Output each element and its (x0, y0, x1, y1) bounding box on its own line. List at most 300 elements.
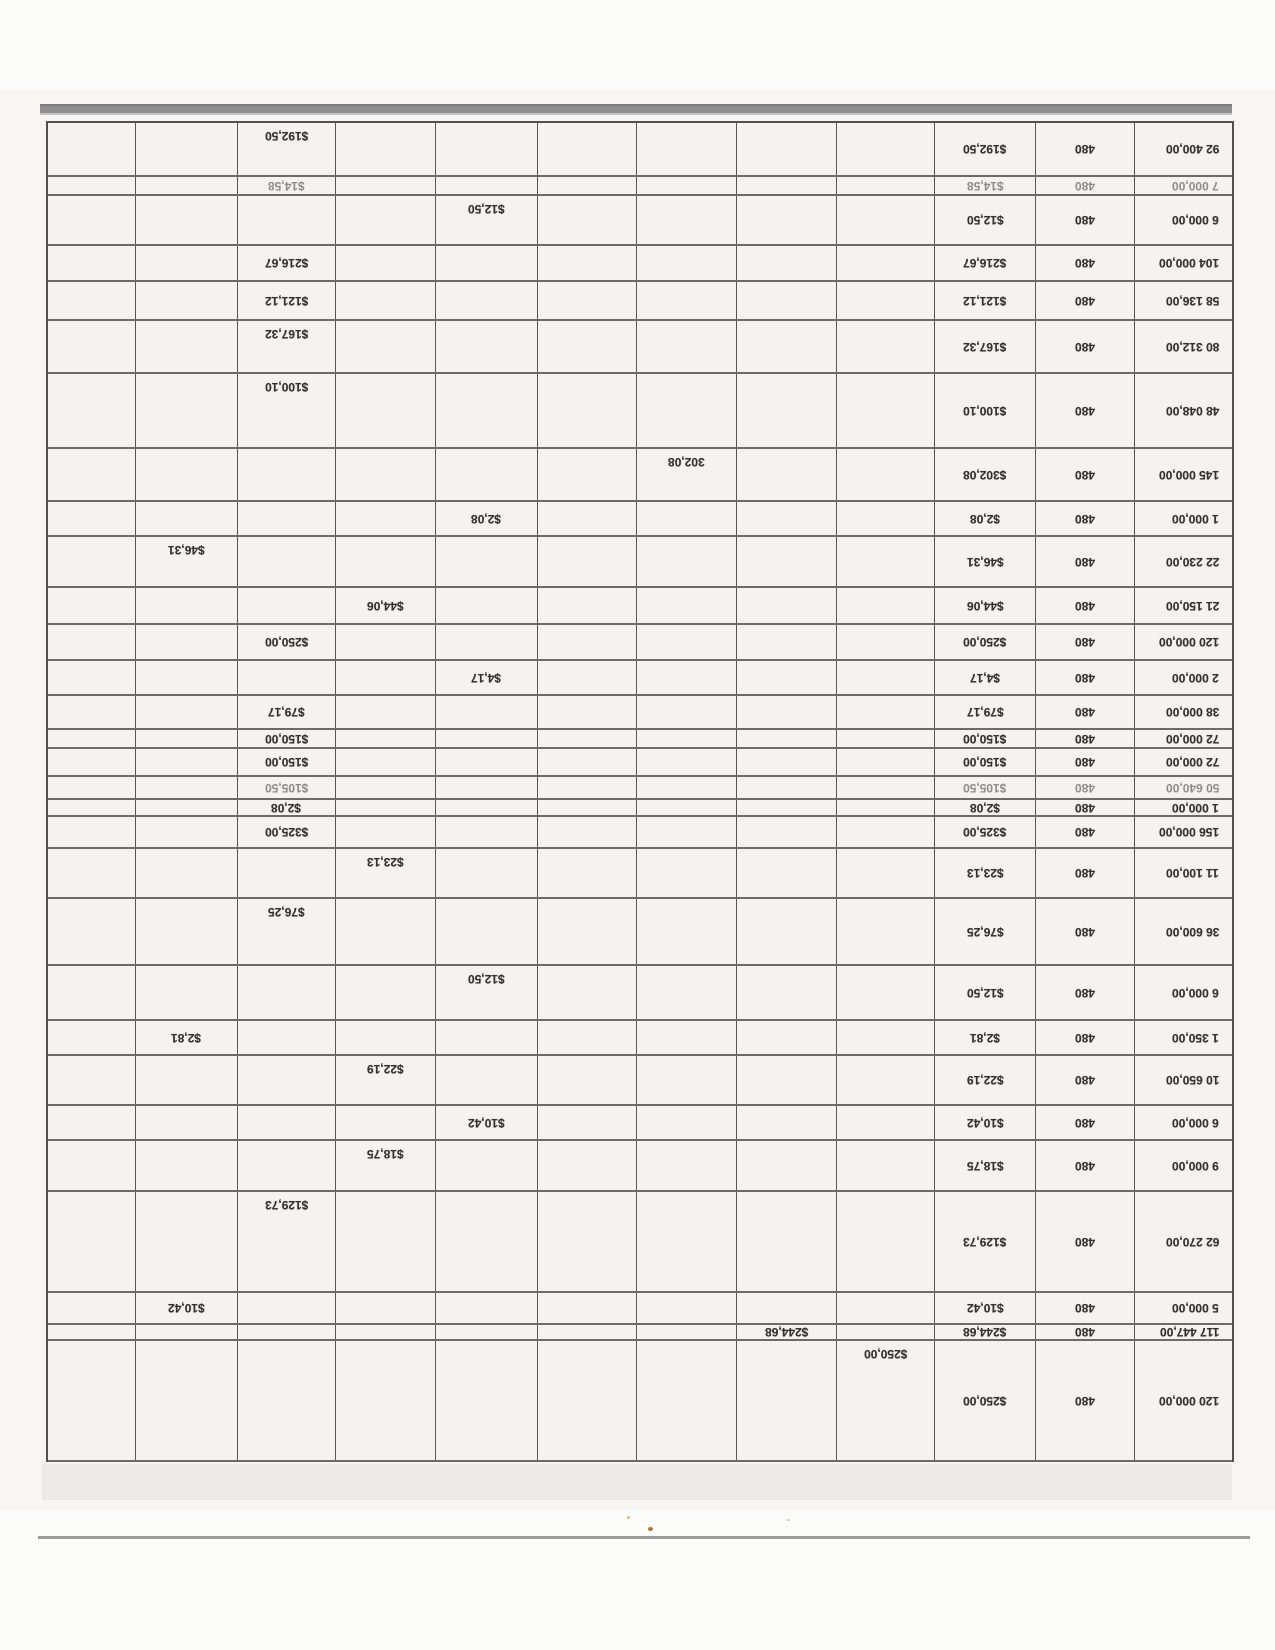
category-cell-text: $23,13 (367, 855, 404, 869)
empty-cell (336, 966, 436, 1019)
empty-cell (637, 1325, 737, 1339)
rate-cell (935, 800, 1036, 815)
category-cell (238, 696, 336, 728)
category-cell-text: $2,08 (471, 511, 502, 526)
category-cell-text: $129,73 (264, 1198, 309, 1212)
table-row (48, 1325, 1232, 1341)
empty-cell (136, 282, 238, 319)
amount-cell (1135, 1021, 1232, 1054)
hours-cell-text: 480 (1074, 755, 1096, 769)
amount-cell-text: 145 000,00 (1158, 467, 1219, 482)
empty-cell (538, 246, 637, 280)
empty-cell (538, 196, 637, 244)
category-cell (136, 537, 238, 586)
amount-cell (1135, 1293, 1232, 1323)
amount-cell (1135, 800, 1232, 815)
hours-cell (1036, 1106, 1135, 1139)
empty-cell (48, 730, 136, 747)
amount-cell-text: 120 000,00 (1158, 1393, 1219, 1408)
category-cell (238, 730, 336, 747)
empty-cell (336, 800, 436, 815)
rate-cell (935, 696, 1036, 728)
amount-cell (1135, 696, 1232, 728)
empty-cell (737, 196, 837, 244)
hours-cell (1036, 625, 1135, 659)
empty-cell (136, 196, 238, 244)
empty-cell (637, 730, 737, 747)
amount-cell-text: 10 650,00 (1165, 1073, 1219, 1087)
empty-cell (737, 282, 837, 319)
table-row (48, 123, 1232, 177)
hours-cell (1036, 749, 1135, 775)
rate-cell-text: $302,08 (963, 467, 1007, 482)
rate-cell-text: $2,81 (969, 1030, 1001, 1045)
hours-cell (1036, 661, 1135, 694)
empty-cell (136, 730, 238, 747)
hours-cell (1036, 321, 1135, 372)
empty-cell (48, 123, 136, 175)
hours-cell (1036, 123, 1135, 175)
empty-cell (48, 1106, 136, 1139)
empty-cell (737, 661, 837, 694)
empty-cell (136, 449, 238, 500)
rate-cell-text: $2,08 (969, 511, 1001, 526)
empty-cell (238, 849, 336, 897)
category-cell-text: $44,06 (367, 598, 404, 613)
table-row (48, 537, 1232, 588)
amount-cell-text: 48 048,00 (1165, 403, 1219, 418)
rate-cell (935, 282, 1036, 319)
empty-cell (538, 817, 637, 847)
empty-cell (637, 800, 737, 815)
category-cell-text: $10,42 (168, 1301, 205, 1315)
empty-cell (238, 502, 336, 535)
amount-cell-text: 156 000,00 (1158, 825, 1219, 839)
empty-cell (136, 625, 238, 659)
amount-cell (1135, 1106, 1232, 1139)
empty-cell (336, 123, 436, 175)
empty-cell (436, 123, 538, 175)
amount-cell-text: 104 000,00 (1158, 256, 1219, 270)
empty-cell (637, 177, 737, 194)
empty-cell (336, 1021, 436, 1054)
rate-cell (935, 123, 1036, 175)
empty-cell (436, 777, 538, 798)
empty-cell (737, 123, 837, 175)
empty-cell (436, 1056, 538, 1104)
hours-cell (1036, 1056, 1135, 1104)
rate-cell-text: $46,31 (966, 554, 1004, 569)
rate-cell (935, 321, 1036, 372)
hours-cell (1036, 730, 1135, 747)
empty-cell (238, 1141, 336, 1190)
amount-cell (1135, 449, 1232, 500)
empty-cell (737, 899, 837, 964)
bottom-rule (38, 1536, 1250, 1539)
rate-cell (935, 661, 1036, 694)
empty-cell (538, 1106, 637, 1139)
hours-cell-text: 480 (1074, 1073, 1096, 1087)
category-cell (238, 777, 336, 798)
hours-cell (1036, 1192, 1135, 1291)
category-cell (436, 502, 538, 535)
rate-cell (935, 374, 1036, 447)
hours-cell-text: 480 (1074, 1158, 1096, 1173)
empty-cell (837, 730, 935, 747)
empty-cell (637, 196, 737, 244)
amount-cell (1135, 123, 1232, 175)
hours-cell-text: 480 (1074, 1325, 1096, 1339)
empty-cell (737, 321, 837, 372)
table-row (48, 749, 1232, 777)
empty-cell (538, 849, 637, 897)
rate-cell-text: $76,25 (966, 924, 1004, 939)
empty-cell (136, 1106, 238, 1139)
empty-cell (637, 849, 737, 897)
hours-cell-text: 480 (1074, 924, 1096, 939)
table-row (48, 374, 1232, 449)
hours-cell-text: 480 (1074, 985, 1096, 1000)
amount-cell-text: 38 000,00 (1165, 705, 1219, 719)
empty-cell (136, 1325, 238, 1339)
empty-cell (336, 374, 436, 447)
table-row (48, 899, 1232, 966)
empty-cell (538, 1325, 637, 1339)
empty-cell (136, 177, 238, 194)
empty-cell (336, 817, 436, 847)
hours-cell-text: 480 (1074, 403, 1096, 418)
empty-cell (136, 246, 238, 280)
hours-cell-text: 480 (1074, 1301, 1096, 1315)
category-cell (336, 1141, 436, 1190)
empty-cell (837, 800, 935, 815)
empty-cell (637, 1106, 737, 1139)
empty-cell (48, 537, 136, 586)
amount-cell (1135, 246, 1232, 280)
empty-cell (136, 1056, 238, 1104)
empty-cell (336, 282, 436, 319)
empty-cell (538, 661, 637, 694)
empty-cell (538, 588, 637, 623)
category-cell-text: $2,08 (271, 800, 302, 815)
empty-cell (737, 966, 837, 1019)
empty-cell (136, 849, 238, 897)
empty-cell (837, 749, 935, 775)
hours-cell (1036, 1341, 1135, 1460)
rate-cell (935, 777, 1036, 798)
category-cell-text: $325,00 (264, 825, 309, 839)
empty-cell (737, 1056, 837, 1104)
category-cell-text: $121,12 (264, 293, 309, 308)
empty-cell (837, 625, 935, 659)
category-cell-text: $2,81 (171, 1030, 202, 1045)
empty-cell (837, 321, 935, 372)
hours-cell (1036, 817, 1135, 847)
empty-cell (837, 817, 935, 847)
amount-cell (1135, 502, 1232, 535)
category-cell (436, 661, 538, 694)
empty-cell (48, 246, 136, 280)
empty-cell (136, 696, 238, 728)
rate-cell (935, 177, 1036, 194)
amount-cell (1135, 282, 1232, 319)
hours-cell-text: 480 (1074, 1030, 1096, 1045)
category-cell (238, 123, 336, 175)
empty-cell (436, 749, 538, 775)
empty-cell (48, 1056, 136, 1104)
empty-cell (538, 625, 637, 659)
empty-cell (48, 374, 136, 447)
table-row (48, 177, 1232, 196)
empty-cell (737, 696, 837, 728)
empty-cell (637, 502, 737, 535)
empty-cell (837, 1141, 935, 1190)
empty-cell (238, 1341, 336, 1460)
empty-cell (538, 537, 637, 586)
amount-cell (1135, 749, 1232, 775)
empty-cell (436, 246, 538, 280)
amount-cell-text: 1 000,00 (1172, 511, 1219, 526)
rate-cell-text: $44,06 (966, 598, 1004, 613)
category-cell-text: $14,58 (268, 178, 305, 193)
hours-cell-text: 480 (1074, 511, 1096, 526)
table-row (48, 449, 1232, 502)
category-cell (436, 196, 538, 244)
empty-cell (837, 777, 935, 798)
empty-cell (837, 849, 935, 897)
empty-cell (336, 730, 436, 747)
empty-cell (336, 1341, 436, 1460)
empty-cell (136, 123, 238, 175)
empty-cell (737, 1293, 837, 1323)
scan-speck (648, 1527, 653, 1531)
rate-cell-text: $100,10 (963, 403, 1007, 418)
hours-cell (1036, 196, 1135, 244)
empty-cell (637, 246, 737, 280)
empty-cell (737, 730, 837, 747)
category-cell (238, 749, 336, 775)
rate-cell (935, 966, 1036, 1019)
hours-cell (1036, 1141, 1135, 1190)
category-cell (637, 449, 737, 500)
empty-cell (837, 537, 935, 586)
empty-cell (436, 696, 538, 728)
rate-cell (935, 1325, 1036, 1339)
empty-cell (837, 588, 935, 623)
table-row (48, 1141, 1232, 1192)
category-cell (238, 800, 336, 815)
empty-cell (238, 1106, 336, 1139)
empty-cell (637, 123, 737, 175)
empty-cell (637, 588, 737, 623)
empty-cell (436, 449, 538, 500)
empty-cell (48, 800, 136, 815)
amount-cell-text: 72 000,00 (1165, 755, 1219, 769)
empty-cell (637, 625, 737, 659)
category-cell-text: $167,32 (264, 327, 309, 341)
category-cell-text: $250,00 (264, 635, 309, 649)
amount-cell (1135, 966, 1232, 1019)
amount-cell-text: 117 447,00 (1159, 1325, 1219, 1339)
empty-cell (538, 696, 637, 728)
empty-cell (637, 696, 737, 728)
empty-cell (436, 1293, 538, 1323)
amount-cell (1135, 1341, 1232, 1460)
rate-cell-text: $150,00 (963, 755, 1007, 769)
category-cell (238, 177, 336, 194)
empty-cell (737, 625, 837, 659)
empty-cell (436, 625, 538, 659)
category-cell (238, 817, 336, 847)
category-cell (336, 1056, 436, 1104)
amount-cell (1135, 196, 1232, 244)
table-row (48, 661, 1232, 696)
empty-cell (136, 502, 238, 535)
empty-cell (48, 588, 136, 623)
amount-cell (1135, 625, 1232, 659)
category-cell-text: $76,25 (268, 905, 305, 919)
hours-cell-text: 480 (1074, 1234, 1096, 1249)
empty-cell (48, 696, 136, 728)
empty-cell (637, 1192, 737, 1291)
table-row (48, 1192, 1232, 1293)
empty-cell (837, 1192, 935, 1291)
empty-cell (336, 1106, 436, 1139)
empty-cell (538, 321, 637, 372)
empty-cell (837, 1293, 935, 1323)
empty-cell (538, 749, 637, 775)
empty-cell (336, 777, 436, 798)
hours-cell-text: 480 (1074, 825, 1096, 839)
amount-cell-text: 21 150,00 (1165, 598, 1219, 613)
amount-cell (1135, 374, 1232, 447)
rate-cell (935, 1341, 1036, 1460)
category-cell-text: $18,75 (367, 1147, 404, 1161)
empty-cell (136, 749, 238, 775)
empty-cell (238, 1021, 336, 1054)
scan-speck (627, 1516, 630, 1519)
hours-cell-text: 480 (1074, 670, 1096, 685)
category-cell (436, 1106, 538, 1139)
empty-cell (737, 177, 837, 194)
empty-cell (737, 1021, 837, 1054)
hours-cell (1036, 537, 1135, 586)
empty-cell (436, 374, 538, 447)
table-row (48, 849, 1232, 899)
empty-cell (436, 1192, 538, 1291)
empty-cell (737, 449, 837, 500)
empty-cell (637, 1141, 737, 1190)
empty-cell (48, 817, 136, 847)
category-cell (336, 849, 436, 897)
empty-cell (336, 196, 436, 244)
empty-cell (238, 1293, 336, 1323)
empty-cell (48, 449, 136, 500)
amount-cell-text: 6 000,00 (1172, 985, 1219, 1000)
empty-cell (436, 1141, 538, 1190)
hours-cell (1036, 1293, 1135, 1323)
rate-cell-text: $192,50 (963, 142, 1007, 156)
rate-cell-text: $12,50 (966, 213, 1004, 227)
hours-cell-text: 480 (1074, 635, 1096, 649)
hours-cell (1036, 777, 1135, 798)
empty-cell (436, 321, 538, 372)
empty-cell (637, 282, 737, 319)
category-cell (238, 625, 336, 659)
table-row (48, 1106, 1232, 1141)
rate-cell-text: $18,75 (966, 1158, 1004, 1173)
hours-cell-text: 480 (1074, 800, 1096, 815)
table-row (48, 817, 1232, 849)
empty-cell (637, 661, 737, 694)
amount-cell (1135, 1141, 1232, 1190)
amount-cell-text: 6 000,00 (1172, 213, 1219, 227)
amount-cell (1135, 1192, 1232, 1291)
category-cell-text: $100,10 (264, 380, 309, 394)
hours-cell (1036, 1325, 1135, 1339)
empty-cell (436, 817, 538, 847)
empty-cell (238, 449, 336, 500)
empty-cell (136, 777, 238, 798)
empty-cell (48, 966, 136, 1019)
amount-cell-text: 11 100,00 (1166, 866, 1219, 880)
amount-cell (1135, 817, 1232, 847)
empty-cell (837, 449, 935, 500)
hours-cell-text: 480 (1074, 1115, 1096, 1130)
empty-cell (436, 849, 538, 897)
empty-cell (837, 661, 935, 694)
category-cell (136, 1293, 238, 1323)
empty-cell (538, 449, 637, 500)
empty-cell (737, 246, 837, 280)
amount-cell-text: 58 136,00 (1165, 293, 1219, 308)
amount-cell (1135, 588, 1232, 623)
rate-cell-text: $4,17 (969, 670, 1001, 685)
empty-cell (538, 1056, 637, 1104)
rate-cell-text: $2,08 (969, 800, 1001, 815)
hours-cell-text: 480 (1074, 213, 1096, 227)
rate-cell (935, 537, 1036, 586)
amount-cell-text: 92 400,00 (1165, 142, 1219, 156)
hours-cell-text: 480 (1074, 1393, 1096, 1408)
category-cell-text: $250,00 (863, 1347, 908, 1361)
table-row (48, 625, 1232, 661)
empty-cell (48, 282, 136, 319)
empty-cell (436, 800, 538, 815)
category-cell (336, 588, 436, 623)
empty-cell (136, 661, 238, 694)
category-cell (238, 1192, 336, 1291)
rate-cell-text: $216,67 (963, 256, 1007, 270)
hours-cell-text: 480 (1074, 178, 1096, 193)
hours-cell-text: 480 (1074, 731, 1096, 746)
empty-cell (48, 502, 136, 535)
rate-cell-text: $14,58 (966, 178, 1004, 193)
empty-cell (737, 777, 837, 798)
amount-cell-text: 22 230,00 (1165, 554, 1219, 569)
empty-cell (637, 1293, 737, 1323)
empty-cell (538, 282, 637, 319)
category-cell (737, 1325, 837, 1339)
hours-cell (1036, 696, 1135, 728)
category-cell-text: $10,42 (468, 1115, 505, 1130)
table-row (48, 696, 1232, 730)
empty-cell (336, 1192, 436, 1291)
empty-cell (538, 123, 637, 175)
empty-cell (48, 1341, 136, 1460)
hours-cell (1036, 502, 1135, 535)
amount-cell (1135, 730, 1232, 747)
